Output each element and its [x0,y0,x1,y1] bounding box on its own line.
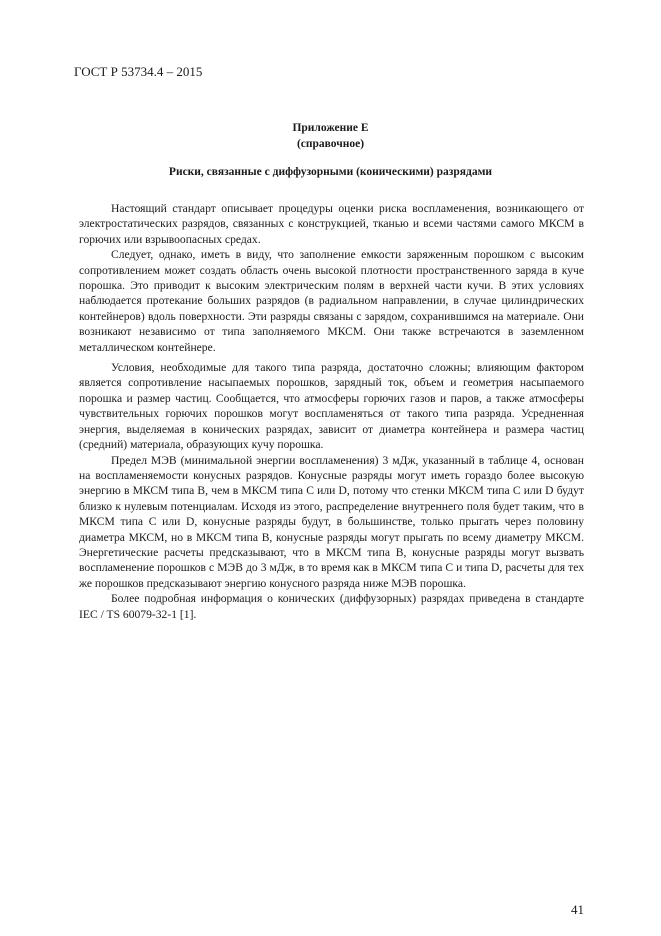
standard-designation: ГОСТ Р 53734.4 – 2015 [74,64,203,79]
annex-type: (справочное) [296,138,365,150]
section-title: Риски, связанные с диффузорными (коническими) разрядами [168,166,493,178]
paragraph-5: Более подробная информация о конических (диффузорных) разрядах приведена в стандарте IEC / TS 60079-32-1 [1]. [79,592,584,621]
paragraph-2: Следует, однако, иметь в виду, что заполнение емкости заряженным порошком с высоким сопротивлением может создать область очень высокой плотности пространственного заряда в куче порошка. Это приводит к высоким электрическим полям в верхней части кучи. В этих условиях наблюдается протекание больших разрядов (в радиальном направлении, в случае цилиндрических контейнеров) вдоль поверхности. Эти разряды связаны с зарядом, сохранившимся на материале. Они возникают независимо от типа заполняемого МКСМ. Они также встречаются в заземленном металлическом контейнере. [79,248,584,354]
paragraph-3: Условия, необходимые для такого типа разряда, достаточно сложны; влияющим фактором является сопротивление насыпаемых порошков, зарядный ток, объем и геометрия насыпаемого порошка и размер частиц. Сообщается, что атмосферы горючих газов и паров, а также атмосферы чувствительных горючих порошков могут воспламеняться от такого типа разряда. Усредненная энергия, выделяемая в конических разрядах, зависит от диаметра контейнера и размера частиц (средний) материала, образующих кучу порошка. [79,361,584,452]
annex-title: Приложение Е [292,122,369,134]
paragraph-1: Настоящий стандарт описывает процедуры оценки риска воспламенения, возникающего от электростатических разрядов, связанных с конструкцией, тканью и всеми частями самого МКСМ в горючих или взрывоопасных средах. [79,202,584,246]
page-number: 41 [571,902,584,917]
body-text [79,201,584,622]
paragraph-4: Предел МЭВ (минимальной энергии воспламенения) 3 мДж, указанный в таблице 4, основан на воспламеняемости конусных разрядов. Конусные разряды могут иметь гораздо более высокую энергию в МКСМ типа В, чем в МКСМ типа С или D, потому что стенки МКСМ типа С или D будут близко к нулевым потенциалам. Исходя из этого, распределение внутреннего поля будет таким, что в МКСМ типа С или D, конусные разряды будут, в большинстве, только прыгать через половину диаметра МКСМ, но в МКСМ типа В, конусные разряды могут прыгать по всему диаметру МКСМ. Энергетические расчеты предсказывают, что в МКСМ типа В, конусные разряды могут вызвать воспламенение порошков с МЭВ до 3 мДж, в то время как в МКСМ типа С и типа D, расчеты для тех же порошков предсказывают энергию конусного разряда ниже МЭВ порошка. [79,453,584,590]
